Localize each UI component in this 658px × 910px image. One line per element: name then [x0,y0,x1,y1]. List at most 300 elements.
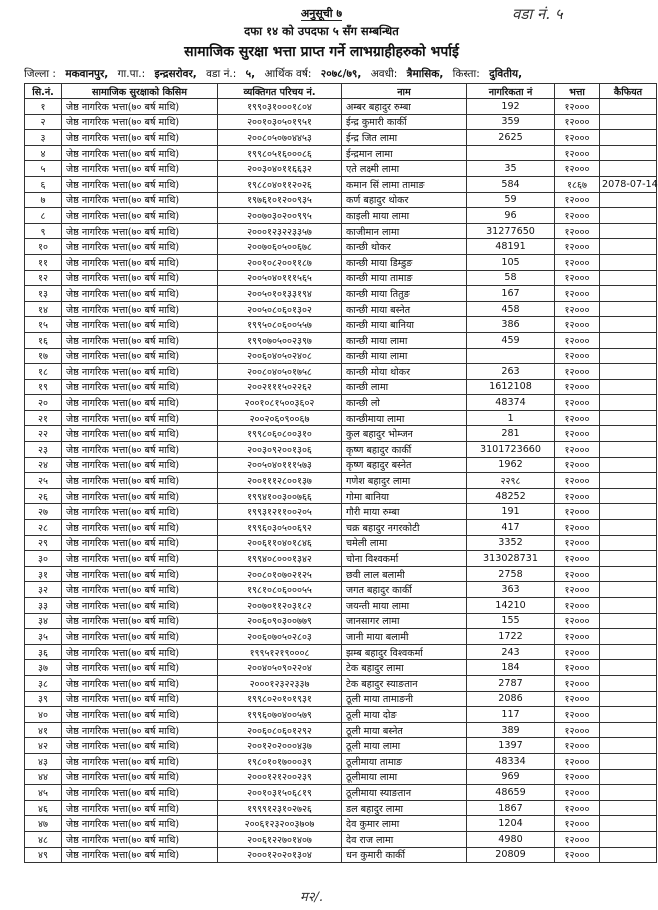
type-cell: जेष्ठ नागरिक भत्ता(७० बर्ष माथि) [62,348,218,364]
remarks-cell [600,379,657,395]
allowance-cell: १२००० [555,675,600,691]
allowance-cell: १२००० [555,301,600,317]
type-cell: जेष्ठ नागरिक भत्ता(७० बर्ष माथि) [62,473,218,489]
installment-info [453,68,522,80]
allowance-cell: १२००० [555,566,600,582]
name-cell: ठूलीमाया लामा [342,769,467,785]
type-cell: जेष्ठ नागरिक भत्ता(७० बर्ष माथि) [62,488,218,504]
allowance-cell: १२००० [555,800,600,816]
type-cell: जेष्ठ नागरिक भत्ता(७० बर्ष माथि) [62,364,218,380]
col-header-id: व्यक्तिगत परिचय नं. [218,84,342,99]
citizenship-cell: 105 [467,254,555,270]
type-cell: जेष्ठ नागरिक भत्ता(७० बर्ष माथि) [62,644,218,660]
id-cell: २००८०५०७०४४५३ [218,130,342,146]
serial-cell: ४३ [25,753,62,769]
remarks-cell [600,598,657,614]
serial-cell: १६ [25,332,62,348]
name-cell: कान्छी माया बानिया [342,317,467,333]
table-header-row [25,84,657,99]
type-cell: जेष्ठ नागरिक भत्ता(७० बर्ष माथि) [62,769,218,785]
remarks-cell [600,738,657,754]
ward-label: वडा नं.: [206,68,237,80]
allowance-cell: १२००० [555,753,600,769]
id-cell: १९९६०७०४००५७९ [218,707,342,723]
type-cell: जेष्ठ नागरिक भत्ता(७० बर्ष माथि) [62,691,218,707]
type-cell: जेष्ठ नागरिक भत्ता(७० बर्ष माथि) [62,831,218,847]
fiscal-year-info [264,68,361,80]
citizenship-cell: 31277650 [467,223,555,239]
remarks-cell [600,831,657,847]
serial-cell: २१ [25,410,62,426]
table-row [25,831,657,847]
citizenship-cell: 14210 [467,598,555,614]
serial-cell: ४९ [25,847,62,863]
serial-cell: ११ [25,254,62,270]
citizenship-cell: 2758 [467,566,555,582]
type-cell: जेष्ठ नागरिक भत्ता(७० बर्ष माथि) [62,800,218,816]
id-cell: १९७६१०१२००९३५ [218,192,342,208]
citizenship-cell: 96 [467,208,555,224]
table-row [25,114,657,130]
serial-cell: १९ [25,379,62,395]
table-row [25,426,657,442]
name-cell: अम्बर बहादुर रुम्बा [342,99,467,115]
name-cell: गणेश बहादुर लामा [342,473,467,489]
serial-cell: ३९ [25,691,62,707]
type-cell: जेष्ठ नागरिक भत्ता(७० बर्ष माथि) [62,426,218,442]
name-cell: कान्छी माया लामा [342,332,467,348]
type-cell: जेष्ठ नागरिक भत्ता(७० बर्ष माथि) [62,442,218,458]
table-row [25,598,657,614]
type-cell: जेष्ठ नागरिक भत्ता(७० बर्ष माथि) [62,629,218,645]
citizenship-cell: 3101723660 [467,442,555,458]
table-row [25,332,657,348]
table-row [25,301,657,317]
type-cell: जेष्ठ नागरिक भत्ता(७० बर्ष माथि) [62,753,218,769]
allowance-cell: १२००० [555,442,600,458]
table-row [25,145,657,161]
serial-cell: ३४ [25,613,62,629]
serial-cell: १ [25,99,62,115]
name-cell: ठूलीमाया तामाङ [342,753,467,769]
id-cell: २००१०८१५००३६०२ [218,395,342,411]
serial-cell: ७ [25,192,62,208]
name-cell: काइली माया लामा [342,208,467,224]
remarks-cell [600,395,657,411]
id-cell: १९९४०८०००१३४२ [218,551,342,567]
id-cell: २००८०४०५०१७५८ [218,364,342,380]
remarks-cell [600,520,657,536]
type-cell: जेष्ठ नागरिक भत्ता(७० बर्ष माथि) [62,816,218,832]
type-cell: जेष्ठ नागरिक भत्ता(७० बर्ष माथि) [62,395,218,411]
allowance-cell: १२००० [555,410,600,426]
remarks-cell [600,239,657,255]
remarks-cell [600,254,657,270]
remarks-cell [600,816,657,832]
allowance-cell: १२००० [555,535,600,551]
id-cell: २००७०११२०३१८२ [218,598,342,614]
id-cell: २००१०३१५०६८१९ [218,785,342,801]
name-cell: चोना विश्वकर्मा [342,551,467,567]
table-row [25,442,657,458]
remarks-cell [600,504,657,520]
id-cell: २००५०८०६०१३०२ [218,301,342,317]
remarks-cell [600,270,657,286]
type-cell: जेष्ठ नागरिक भत्ता(७० बर्ष माथि) [62,176,218,192]
type-cell: जेष्ठ नागरिक भत्ता(७० बर्ष माथि) [62,535,218,551]
citizenship-cell: 459 [467,332,555,348]
serial-cell: ४० [25,707,62,723]
table-row [25,161,657,177]
table-row [25,379,657,395]
type-cell: जेष्ठ नागरिक भत्ता(७० बर्ष माथि) [62,223,218,239]
name-cell: कान्छी लामा [342,379,467,395]
allowance-cell: १२००० [555,473,600,489]
id-cell: २०००१२१२००२३९ [218,769,342,785]
table-row [25,99,657,115]
id-cell: २००२०६०९००६७ [218,410,342,426]
type-cell: जेष्ठ नागरिक भत्ता(७० बर्ष माथि) [62,582,218,598]
allowance-cell: १२००० [555,769,600,785]
citizenship-cell: 1 [467,410,555,426]
table-row [25,317,657,333]
name-cell: कान्छी लो [342,395,467,411]
serial-cell: १० [25,239,62,255]
citizenship-cell: 584 [467,176,555,192]
installment-label: किस्ता: [452,68,480,80]
allowance-cell: १२००० [555,239,600,255]
period-info [371,68,444,80]
col-header-allowance: भत्ता [555,84,600,99]
table-row [25,566,657,582]
name-cell: गौरी माया रुम्बा [342,504,467,520]
serial-cell: १२ [25,270,62,286]
type-cell: जेष्ठ नागरिक भत्ता(७० बर्ष माथि) [62,99,218,115]
allowance-cell: १२००० [555,426,600,442]
table-row [25,239,657,255]
id-cell: २००१११२८००१३७ [218,473,342,489]
allowance-cell: १२००० [555,457,600,473]
col-header-remarks: कैफियत [600,84,657,99]
citizenship-cell: 263 [467,364,555,380]
citizenship-cell: 191 [467,504,555,520]
citizenship-cell: 48252 [467,488,555,504]
period-value: त्रैमासिक, [406,68,444,80]
remarks-cell [600,629,657,645]
allowance-cell: १२००० [555,831,600,847]
citizenship-cell: 3352 [467,535,555,551]
serial-cell: ४ [25,145,62,161]
remarks-cell: 2078-07-14 [600,176,657,192]
id-cell: २०००१२३२२३३५७ [218,223,342,239]
allowance-cell: १२००० [555,395,600,411]
allowance-cell: १२००० [555,192,600,208]
id-cell: २००७०६०५००६७८ [218,239,342,255]
id-cell: १९९०७०५००२३९७ [218,332,342,348]
name-cell: देव कुमार लामा [342,816,467,832]
meta-line [24,67,624,81]
name-cell: कान्छी माया लामा [342,348,467,364]
table-row [25,551,657,567]
table-row [25,192,657,208]
allowance-cell: १२००० [555,114,600,130]
citizenship-cell: 281 [467,426,555,442]
serial-cell: ४४ [25,769,62,785]
allowance-cell: १२००० [555,130,600,146]
id-cell: २००६१२३२००३७०७ [218,816,342,832]
remarks-cell [600,660,657,676]
table-row [25,457,657,473]
remarks-cell [600,535,657,551]
id-cell: २००२१११५०२२६२ [218,379,342,395]
serial-cell: २९ [25,535,62,551]
citizenship-cell [467,348,555,364]
citizenship-cell: 1867 [467,800,555,816]
table-row [25,348,657,364]
id-cell: १९८१०८०६०००५५ [218,582,342,598]
id-cell: १९९५१२१९०००८ [218,644,342,660]
id-cell: २००४०५०९०२२०४ [218,660,342,676]
id-cell: १९८८०४०११२०२६ [218,176,342,192]
serial-cell: ४१ [25,722,62,738]
allowance-cell: १२००० [555,504,600,520]
citizenship-cell: 155 [467,613,555,629]
type-cell: जेष्ठ नागरिक भत्ता(७० बर्ष माथि) [62,317,218,333]
remarks-cell [600,613,657,629]
remarks-cell [600,223,657,239]
signature: म२/. [300,890,324,905]
allowance-cell: १२००० [555,691,600,707]
type-cell: जेष्ठ नागरिक भत्ता(७० बर्ष माथि) [62,301,218,317]
remarks-cell [600,473,657,489]
citizenship-cell: 4980 [467,831,555,847]
type-cell: जेष्ठ नागरिक भत्ता(७० बर्ष माथि) [62,379,218,395]
allowance-cell: १८६७ [555,176,600,192]
allowance-cell: १२००० [555,613,600,629]
type-cell: जेष्ठ नागरिक भत्ता(७० बर्ष माथि) [62,566,218,582]
remarks-cell [600,582,657,598]
type-cell: जेष्ठ नागरिक भत्ता(७० बर्ष माथि) [62,675,218,691]
gapa-value: इन्द्रसरोवर, [154,68,197,80]
allowance-cell: १२००० [555,348,600,364]
name-cell: कान्छी माया डिम्डुङ [342,254,467,270]
remarks-cell [600,301,657,317]
type-cell: जेष्ठ नागरिक भत्ता(७० बर्ष माथि) [62,613,218,629]
name-cell: जगत बहादुर कार्की [342,582,467,598]
remarks-cell [600,753,657,769]
type-cell: जेष्ठ नागरिक भत्ता(७० बर्ष माथि) [62,520,218,536]
allowance-cell: १२००० [555,332,600,348]
ward-info [206,68,255,80]
type-cell: जेष्ठ नागरिक भत्ता(७० बर्ष माथि) [62,208,218,224]
remarks-cell [600,348,657,364]
gapa-info [118,68,197,80]
citizenship-cell: 48334 [467,753,555,769]
table-row [25,488,657,504]
beneficiary-table [24,83,657,863]
table-row [25,644,657,660]
table-row [25,176,657,192]
name-cell: कान्छी माया तामाङ [342,270,467,286]
name-cell: ईन्द्र कुमारी कार्की [342,114,467,130]
col-header-type: सामाजिक सुरक्षाको किसिम [62,84,218,99]
table-row [25,660,657,676]
table-row [25,785,657,801]
serial-cell: ९ [25,223,62,239]
type-cell: जेष्ठ नागरिक भत्ता(७० बर्ष माथि) [62,738,218,754]
id-cell: २००६०७०५०२८०३ [218,629,342,645]
allowance-cell: १२००० [555,520,600,536]
serial-cell: ५ [25,161,62,177]
citizenship-cell: 2086 [467,691,555,707]
id-cell: २००६११०४०१८४६ [218,535,342,551]
citizenship-cell: 117 [467,707,555,723]
type-cell: जेष्ठ नागरिक भत्ता(७० बर्ष माथि) [62,114,218,130]
name-cell: चक्र बहादुर नगरकोटी [342,520,467,536]
name-cell: कान्छी मोया थोकर [342,364,467,380]
allowance-cell: १२००० [555,208,600,224]
remarks-cell [600,161,657,177]
remarks-cell [600,317,657,333]
name-cell: जयन्ती माया लामा [342,598,467,614]
remarks-cell [600,707,657,723]
table-row [25,629,657,645]
id-cell: १९९४१००३००७६६ [218,488,342,504]
citizenship-cell: 167 [467,286,555,302]
allowance-cell: १२००० [555,816,600,832]
type-cell: जेष्ठ नागरिक भत्ता(७० बर्ष माथि) [62,192,218,208]
district-info [24,68,108,80]
type-cell: जेष्ठ नागरिक भत्ता(७० बर्ष माथि) [62,722,218,738]
fiscal-year-label: आर्थिक वर्ष: [264,68,312,80]
id-cell: १९९५०८०६००५५७ [218,317,342,333]
remarks-cell [600,286,657,302]
id-cell: २००५०४०१११५७३ [218,457,342,473]
allowance-cell: १२००० [555,598,600,614]
id-cell: २००१०३०५०१९५१ [218,114,342,130]
table-row [25,675,657,691]
name-cell: चमेली लामा [342,535,467,551]
remarks-cell [600,192,657,208]
allowance-cell: १२००० [555,707,600,723]
table-row [25,753,657,769]
type-cell: जेष्ठ नागरिक भत्ता(७० बर्ष माथि) [62,239,218,255]
name-cell: ठूलीमाया स्याङतान [342,785,467,801]
allowance-cell: १२००० [555,317,600,333]
remarks-cell [600,785,657,801]
name-cell: कान्छीमाया लामा [342,410,467,426]
table-row [25,130,657,146]
table-row [25,504,657,520]
type-cell: जेष्ठ नागरिक भत्ता(७० बर्ष माथि) [62,145,218,161]
name-cell: गोमा बानिया [342,488,467,504]
remarks-cell [600,457,657,473]
citizenship-cell: 48659 [467,785,555,801]
installment-value: दुवितीय, [489,68,523,80]
citizenship-cell: 1962 [467,457,555,473]
remarks-cell [600,566,657,582]
serial-cell: ३८ [25,675,62,691]
serial-cell: ४८ [25,831,62,847]
serial-cell: २० [25,395,62,411]
name-cell: ठूली माया तामाङनी [342,691,467,707]
id-cell: २००६१२२७०१४०७ [218,831,342,847]
citizenship-cell: 192 [467,99,555,115]
serial-cell: १४ [25,301,62,317]
remarks-cell [600,208,657,224]
serial-cell: ३२ [25,582,62,598]
id-cell: २००६०८०६०१२९२ [218,722,342,738]
type-cell: जेष्ठ नागरिक भत्ता(७० बर्ष माथि) [62,551,218,567]
table-row [25,223,657,239]
remarks-cell [600,442,657,458]
type-cell: जेष्ठ नागरिक भत्ता(७० बर्ष माथि) [62,270,218,286]
serial-cell: १३ [25,286,62,302]
id-cell: २००३०९२००१३०६ [218,442,342,458]
name-cell: ठूली माया लामा [342,738,467,754]
name-cell: कृष्ण बहादुर कार्की [342,442,467,458]
table-row [25,473,657,489]
type-cell: जेष्ठ नागरिक भत्ता(७० बर्ष माथि) [62,410,218,426]
name-cell: जानी माया बलामी [342,629,467,645]
serial-cell: ३३ [25,598,62,614]
citizenship-cell: 243 [467,644,555,660]
remarks-cell [600,99,657,115]
citizenship-cell: 1722 [467,629,555,645]
remarks-cell [600,364,657,380]
type-cell: जेष्ठ नागरिक भत्ता(७० बर्ष माथि) [62,130,218,146]
serial-cell: ४७ [25,816,62,832]
allowance-cell: १२००० [555,379,600,395]
id-cell: १९८०१०१७०००३९ [218,753,342,769]
table-row [25,613,657,629]
name-cell: जानसागर लामा [342,613,467,629]
citizenship-cell: 1397 [467,738,555,754]
citizenship-cell: 417 [467,520,555,536]
annex-label: अनुसूची ७ [300,7,343,20]
handwritten-ward-note: वडा नं. ५ [512,5,563,23]
remarks-cell [600,800,657,816]
citizenship-cell: 389 [467,722,555,738]
table-row [25,270,657,286]
id-cell: २०००१२०२०१३०४ [218,847,342,863]
district-label: जिल्ला : [24,68,56,80]
remarks-cell [600,130,657,146]
allowance-cell: १२००० [555,254,600,270]
remarks-cell [600,675,657,691]
citizenship-cell: 35 [467,161,555,177]
id-cell: २००१०८२००११८७ [218,254,342,270]
id-cell: १९९०३१०००१८०४ [218,99,342,115]
allowance-cell: १२००० [555,785,600,801]
allowance-cell: १२००० [555,223,600,239]
citizenship-cell: 1612108 [467,379,555,395]
serial-cell: २८ [25,520,62,536]
name-cell: ईन्द्र जित लामा [342,130,467,146]
citizenship-cell: 313028731 [467,551,555,567]
table-row [25,769,657,785]
id-cell: १९९८०२०१०१९३१ [218,691,342,707]
remarks-cell [600,551,657,567]
table-row [25,535,657,551]
serial-cell: ८ [25,208,62,224]
fiscal-year-value: २०७८/७९, [320,68,362,80]
citizenship-cell: 969 [467,769,555,785]
serial-cell: २७ [25,504,62,520]
citizenship-cell: 2625 [467,130,555,146]
id-cell: १९९३१२११००२०५ [218,504,342,520]
allowance-cell: १२००० [555,551,600,567]
